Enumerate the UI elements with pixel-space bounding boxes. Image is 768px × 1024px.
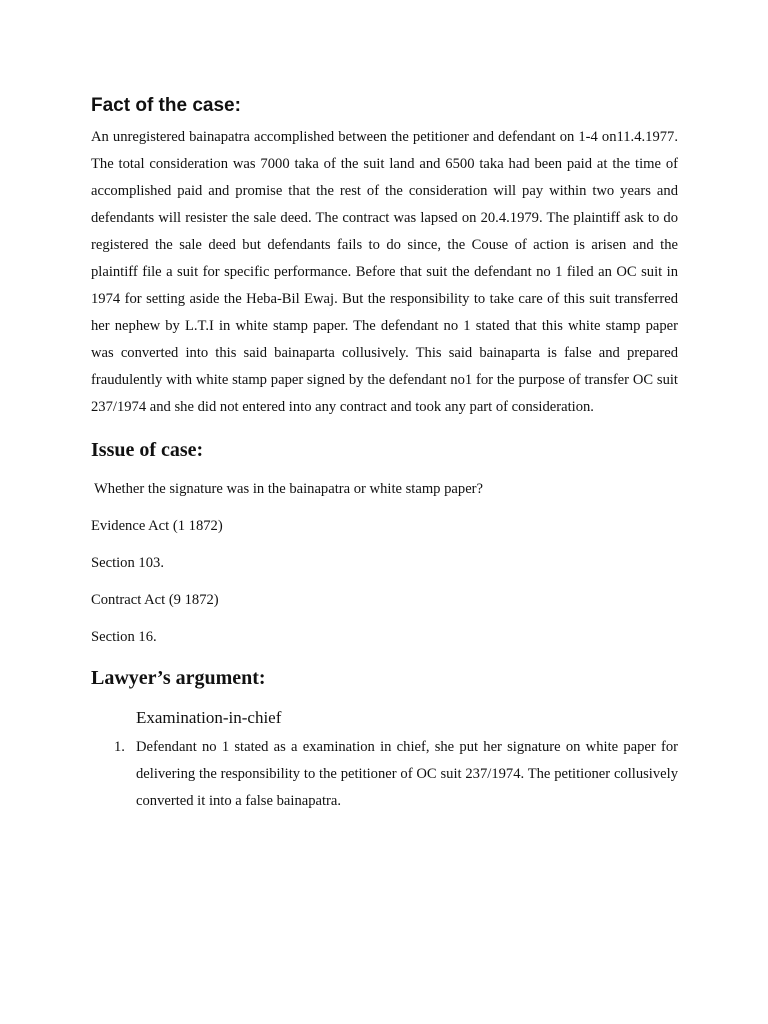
issue-question: Whether the signature was in the bainapatra or white stamp paper? — [94, 481, 484, 497]
facts-paragraph: An unregistered bainapatra accomplished between the petitioner and defendant on 1-4 on11.4.1977. The total consideration was 7000 taka of the suit land and 6500 taka had been paid at the time of accomplished paid and promise that the rest of the consideration will pay within two years and defendants will resister the sale deed. The contract was lapsed on 20.4.1979. The plaintiff ask to do registered the sale deed but defendants fails to do since, the Couse of action is arisen and the plaintiff file a suit for specific performance. Before that suit the defendant no 1 filed an OC suit in 1974 for setting aside the Heba-Bil Ewaj. But the responsibility to take care of this suit transferred her nephew by L.T.I in white stamp paper. The defendant no 1 stated that this white stamp paper was converted into this said bainaparta collusively. This said bainaparta is false and prepared fraudulently with white stamp paper signed by the defendant no1 for the purpose of transfer OC suit 237/1974 and she did not entered into any contract and took any part of consideration. — [91, 129, 678, 415]
issue-heading: Issue of case: — [91, 439, 204, 461]
examination-in-chief-subheading: Examination-in-chief — [136, 708, 282, 727]
law-reference-section-16: Section 16. — [91, 629, 157, 645]
facts-heading: Fact of the case: — [91, 95, 241, 116]
law-reference-contract-act: Contract Act (9 1872) — [91, 592, 219, 608]
list-item-text: Defendant no 1 stated as a examination in chief, she put her signature on white paper for delivering the responsibility to the petitioner of OC suit 237/1974. The petitioner collusively converted it into a false bainapatra. — [136, 739, 678, 809]
argument-heading: Lawyer’s argument: — [91, 667, 266, 689]
list-item-number: 1. — [114, 739, 125, 755]
argument-list-item — [91, 734, 678, 815]
document-page — [91, 92, 678, 815]
law-reference-section-103: Section 103. — [91, 555, 164, 571]
law-reference-evidence-act: Evidence Act (1 1872) — [91, 518, 223, 534]
